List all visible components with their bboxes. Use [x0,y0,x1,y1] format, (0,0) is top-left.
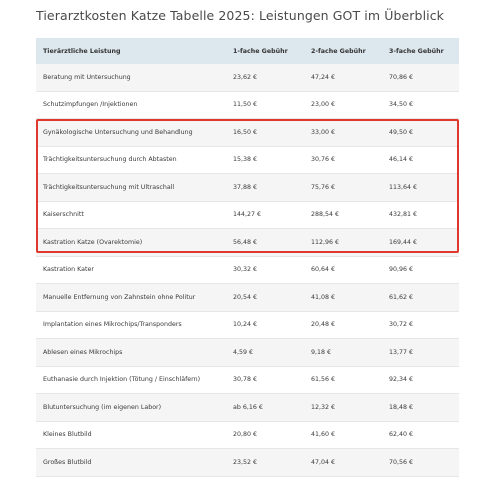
fee-3x-cell: 90,96 € [382,256,459,284]
fee-3x-cell: 92,34 € [382,366,459,394]
fee-3x-cell: 30,72 € [382,311,459,339]
fee-1x-cell: 30,32 € [226,256,304,284]
table-row [36,174,459,202]
fee-1x-cell: 20,54 € [226,284,304,312]
fee-3x-cell: 61,62 € [382,284,459,312]
fee-3x-cell: 169,44 € [382,229,459,257]
fee-1x-cell: 16,50 € [226,119,304,147]
fee-2x-cell: 20,48 € [304,311,382,339]
service-cell: Ablesen eines Mikrochips [36,339,226,367]
fee-2x-cell: 12,32 € [304,394,382,422]
table-row [36,64,459,91]
table-row [36,449,459,477]
fee-3x-cell: 70,86 € [382,64,459,91]
fee-2x-cell: 41,60 € [304,421,382,449]
service-cell: Kaiserschnitt [36,201,226,229]
service-cell: Trächtigkeitsuntersuchung mit Ultraschall [36,174,226,202]
table-row [36,421,459,449]
fee-2x-cell: 30,76 € [304,146,382,174]
fee-1x-cell: 23,52 € [226,449,304,477]
fee-1x-cell: 11,50 € [226,91,304,119]
fee-2x-cell: 75,76 € [304,174,382,202]
service-cell: Kastration Kater [36,256,226,284]
fee-2x-cell: 47,24 € [304,64,382,91]
fee-1x-cell: 30,78 € [226,366,304,394]
service-cell: Trächtigkeitsuntersuchung durch Abtasten [36,146,226,174]
fee-1x-cell: 15,38 € [226,146,304,174]
service-cell: Blutuntersuchung (im eigenen Labor) [36,394,226,422]
table-body [36,64,459,476]
fee-1x-cell: ab 6,16 € [226,394,304,422]
column-header-fee-3x: 3-fache Gebühr [382,38,459,64]
table-row [36,91,459,119]
fee-3x-cell: 432,81 € [382,201,459,229]
fee-3x-cell: 113,64 € [382,174,459,202]
table-row [36,284,459,312]
fee-1x-cell: 10,24 € [226,311,304,339]
table-row [36,119,459,147]
fee-1x-cell: 56,48 € [226,229,304,257]
table-row [36,311,459,339]
table-row [36,366,459,394]
page-title: Tierarztkosten Katze Tabelle 2025: Leistungen GOT im Überblick [36,8,445,23]
fee-3x-cell: 18,48 € [382,394,459,422]
column-header-fee-2x: 2-fache Gebühr [304,38,382,64]
fee-2x-cell: 61,56 € [304,366,382,394]
fee-3x-cell: 62,40 € [382,421,459,449]
fee-2x-cell: 47,04 € [304,449,382,477]
fee-3x-cell: 70,56 € [382,449,459,477]
service-cell: Euthanasie durch Injektion (Tötung / Einschläfern) [36,366,226,394]
service-cell: Beratung mit Untersuchung [36,64,226,91]
table-row [36,146,459,174]
fee-1x-cell: 144,27 € [226,201,304,229]
service-cell: Kleines Blutbild [36,421,226,449]
service-cell: Implantation eines Mikrochips/Transponders [36,311,226,339]
fee-2x-cell: 60,64 € [304,256,382,284]
table-row [36,394,459,422]
service-cell: Kastration Katze (Ovarektomie) [36,229,226,257]
fee-2x-cell: 288,54 € [304,201,382,229]
table-row [36,339,459,367]
fee-3x-cell: 34,50 € [382,91,459,119]
fee-1x-cell: 23,62 € [226,64,304,91]
fee-2x-cell: 9,18 € [304,339,382,367]
service-cell: Schutzimpfungen /Injektionen [36,91,226,119]
fee-1x-cell: 4,59 € [226,339,304,367]
fee-2x-cell: 23,00 € [304,91,382,119]
fee-1x-cell: 37,88 € [226,174,304,202]
fee-table [36,38,459,477]
fee-3x-cell: 46,14 € [382,146,459,174]
fee-1x-cell: 20,80 € [226,421,304,449]
service-cell: Manuelle Entfernung von Zahnstein ohne Politur [36,284,226,312]
fee-3x-cell: 49,50 € [382,119,459,147]
table-row [36,256,459,284]
fee-3x-cell: 13,77 € [382,339,459,367]
table-row [36,229,459,257]
fee-2x-cell: 33,00 € [304,119,382,147]
fee-2x-cell: 41,08 € [304,284,382,312]
column-header-fee-1x: 1-fache Gebühr [226,38,304,64]
table-row [36,201,459,229]
table-header-row [36,38,459,64]
service-cell: Gynäkologische Untersuchung und Behandlung [36,119,226,147]
service-cell: Großes Blutbild [36,449,226,477]
column-header-service: Tierärztliche Leistung [36,38,226,64]
fee-2x-cell: 112,96 € [304,229,382,257]
